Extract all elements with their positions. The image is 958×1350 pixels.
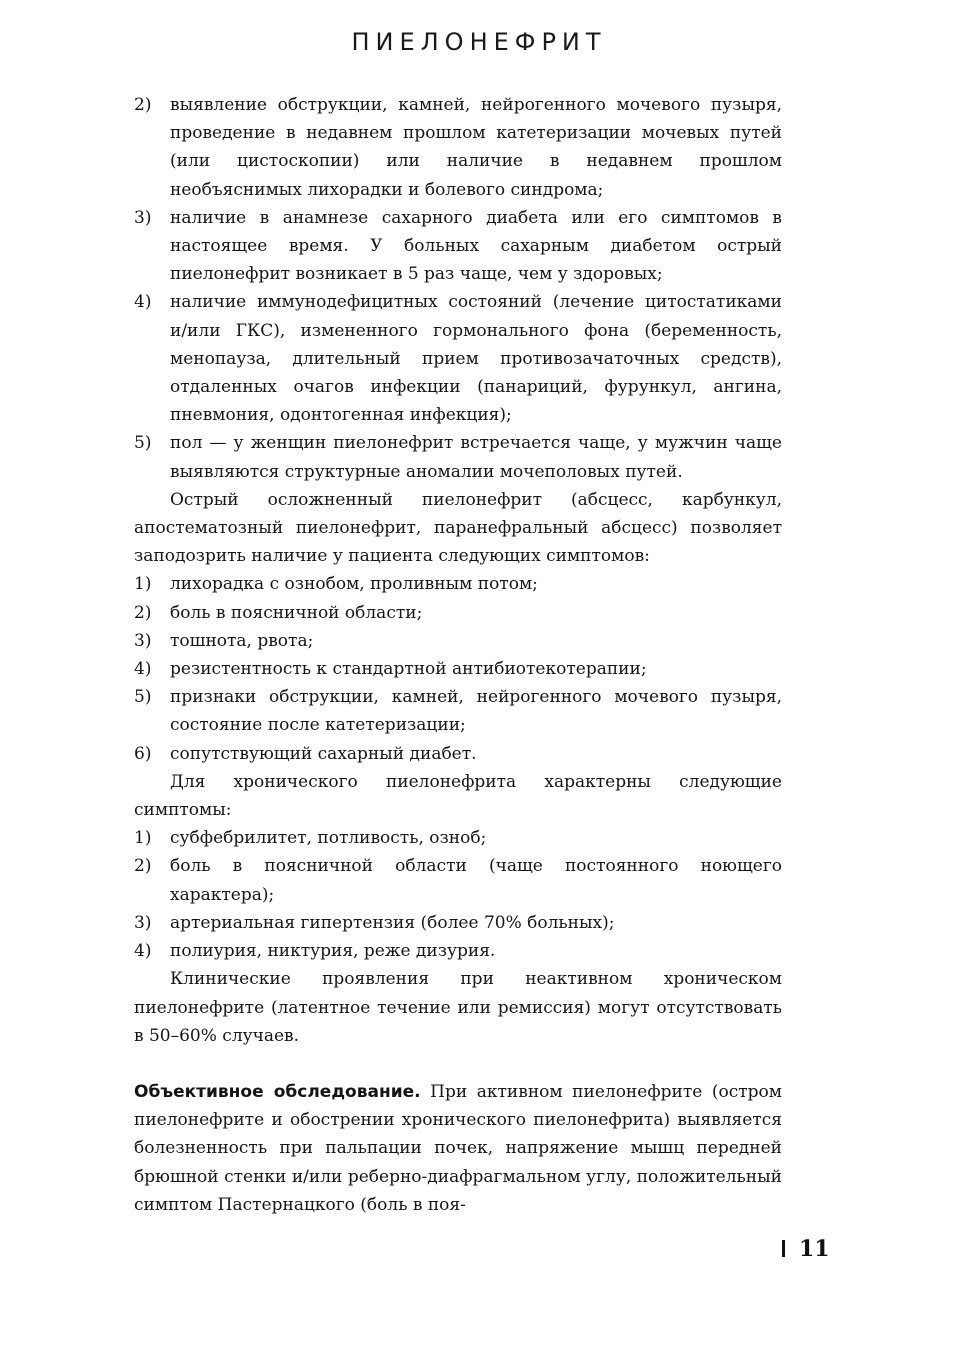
section-heading: Объективное обследование.: [134, 1081, 421, 1102]
list-item: [134, 909, 782, 937]
list-item-text: наличие иммунодефицитных состояний (лечение цитостатиками и/или ГКС), измененного гормонального фона (беременность, менопауза, длительный прием противозачаточных средств), отдаленных очагов инфекции (панариций, фурункул, ангина, пневмония, одонтогенная инфекция);: [170, 292, 782, 426]
list-item-number: 4): [134, 292, 152, 313]
list-item: [134, 683, 782, 739]
list-item-text: полиурия, никтурия, реже дизурия.: [170, 941, 496, 962]
list-item: [134, 740, 782, 768]
page-number-text: 11: [799, 1236, 830, 1262]
paragraph-chronic: Для хронического пиелонефрита характерны следующие симптомы:: [134, 771, 782, 821]
list-item-text: признаки обструкции, камней, нейрогенного мочевого пузыря, состояние после катетеризации;: [170, 687, 782, 736]
section-spacer: [134, 1050, 782, 1078]
section-text: При активном пиелонефрите (остром пиелонефрите и обострении хронического пиелонефрита) выявляется болезненность при пальпации почек, напряжение мышц передней брюшной стенки и/или реберно-диафрагмальном углу, положительный симптом Пастернацкого (боль в поя-: [134, 1081, 782, 1215]
list-item: [134, 91, 782, 204]
running-head: ПИЕЛОНЕФРИТ: [351, 28, 607, 56]
list-item-number: 4): [134, 659, 152, 680]
list-item-text: лихорадка с ознобом, проливным потом;: [170, 574, 538, 595]
list-item-text: наличие в анамнезе сахарного диабета или его симптомов в настоящее время. У больных сахарным диабетом острый пиелонефрит возникает в 5 раз чаще, чем у здоровых;: [170, 207, 782, 285]
list-item-text: боль в поясничной области;: [170, 602, 423, 623]
list-item-number: 5): [134, 433, 152, 454]
list-item-number: 1): [134, 574, 152, 595]
list-item-number: 2): [134, 602, 152, 623]
list-item-text: сопутствующий сахарный диабет.: [170, 743, 477, 764]
list-item-number: 5): [134, 687, 152, 708]
list-item-number: 3): [134, 912, 152, 933]
list-item: [134, 599, 782, 627]
list-item-number: 2): [134, 856, 152, 877]
list-item-text: резистентность к стандартной антибиотекотерапии;: [170, 659, 647, 680]
risk-factors-list: [134, 91, 782, 486]
list-item: [134, 824, 782, 852]
list-item-text: выявление обструкции, камней, нейрогенного мочевого пузыря, проведение в недавнем прошлом катетеризации мочевых путей (или цистоскопии) или наличие в недавнем прошлом необъяснимых лихорадки и болевого синдрома;: [170, 95, 782, 200]
list-item: [134, 204, 782, 289]
page-body: [134, 91, 782, 1219]
list-item-number: 3): [134, 630, 152, 651]
list-item: [134, 937, 782, 965]
paragraph-inactive-chronic: Клинические проявления при неактивном хроническом пиелонефрите (латентное течение или ремиссия) могут отсутствовать в 50–60% случаев.: [134, 969, 782, 1046]
list-item-number: 6): [134, 743, 152, 764]
list-item-text: пол — у женщин пиелонефрит встречается чаще, у мужчин чаще выявляются структурные аномалии мочеполовых путей.: [170, 433, 782, 482]
page-number: [782, 1236, 830, 1262]
list-item: [134, 655, 782, 683]
paragraph-acute-complicated: Острый осложненный пиелонефрит (абсцесс, карбункул, апостематозный пиелонефрит, паранефральный абсцесс) позволяет заподозрить наличие у пациента следующих симптомов:: [134, 489, 782, 567]
list-item-text: субфебрилитет, потливость, озноб;: [170, 828, 487, 849]
list-item: [134, 288, 782, 429]
list-item-number: 3): [134, 207, 152, 228]
list-item: [134, 852, 782, 908]
list-item-number: 1): [134, 828, 152, 849]
list-item-text: боль в поясничной области (чаще постоянного ноющего характера);: [170, 856, 782, 905]
list-item: [134, 627, 782, 655]
list-item-text: тошнота, рвота;: [170, 630, 314, 651]
list-item: [134, 570, 782, 598]
list-item-number: 4): [134, 941, 152, 962]
list-item: [134, 429, 782, 485]
chronic-symptoms-list: [134, 824, 782, 965]
list-item-number: 2): [134, 95, 152, 115]
list-item-text: артериальная гипертензия (более 70% больных);: [170, 912, 615, 933]
acute-symptoms-list: [134, 570, 782, 767]
folio-divider: [782, 1240, 785, 1257]
paragraph-objective-exam: [134, 1078, 782, 1219]
